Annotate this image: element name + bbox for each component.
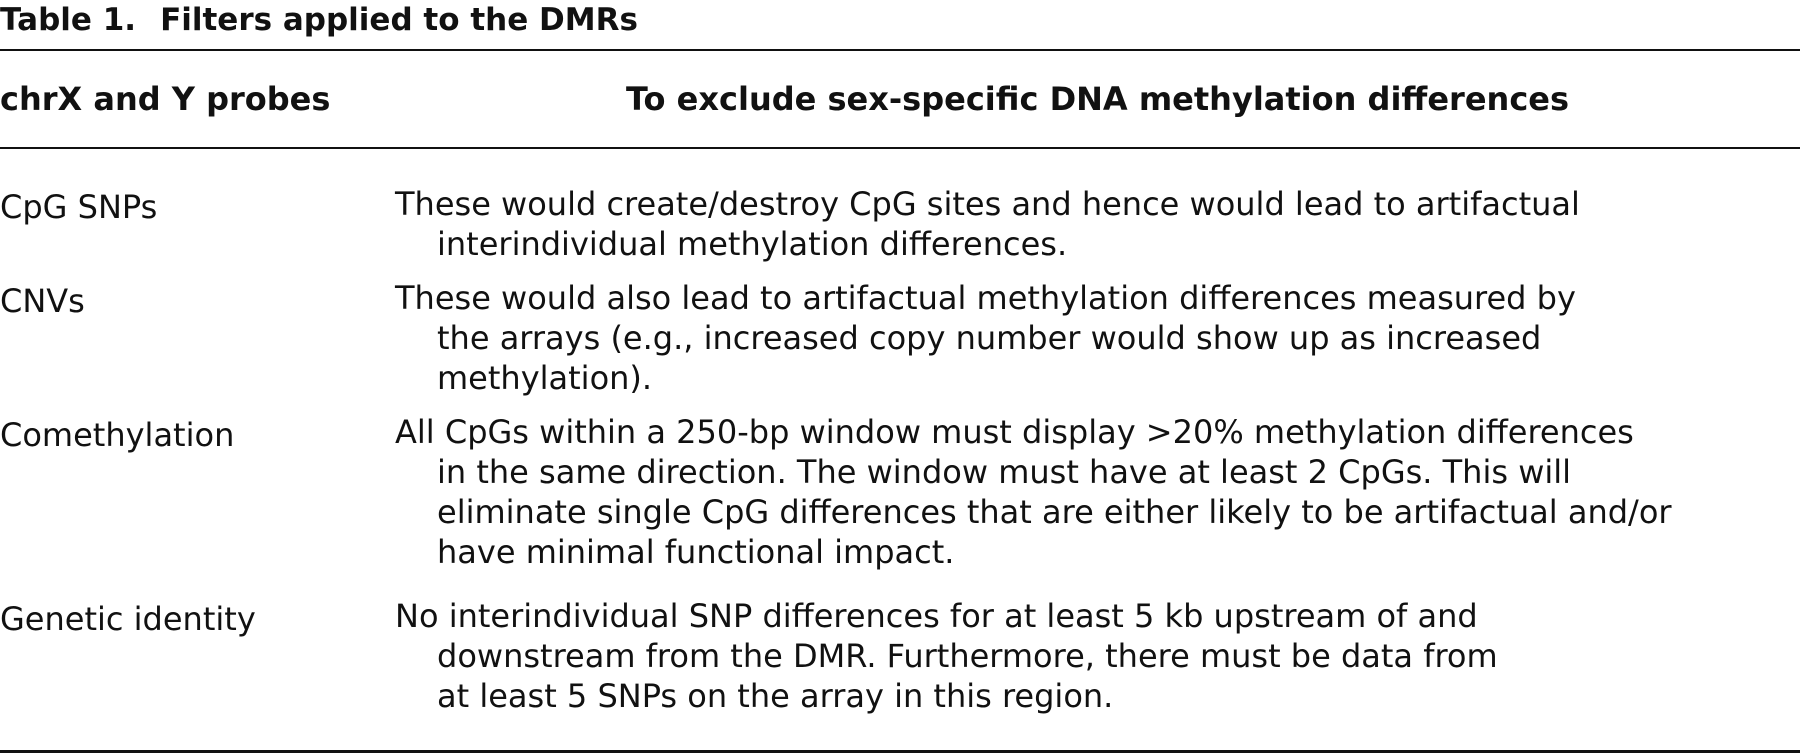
description-line: have minimal functional impact. [437,533,955,571]
table-caption-title: Filters applied to the DMRs [160,2,638,38]
bottom-rule [0,750,1800,753]
description-line: These would create/destroy CpG sites and hence would lead to artifactual [395,185,1580,223]
top-rule [0,49,1800,51]
table-caption [0,0,638,40]
table-caption-label: Table 1. [0,2,137,38]
description-line: interindividual methylation differences. [437,225,1068,263]
description-line: methylation). [437,359,653,397]
header-rule [0,147,1800,149]
row-cpg-snps-name: CpG SNPs [0,188,158,226]
row-comethylation-description [395,412,1672,572]
row-cnvs-name: CNVs [0,282,85,320]
description-line: the arrays (e.g., increased copy number would show up as increased [437,319,1542,357]
description-line: downstream from the DMR. Furthermore, there must be data from [437,637,1498,675]
row-cpg-snps-description [395,184,1580,264]
row-comethylation-name: Comethylation [0,416,235,454]
row-genetic-identity-description [395,596,1498,716]
header-cell-filter: chrX and Y probes [0,80,331,118]
description-line: eliminate single CpG differences that are either likely to be artifactual and/or [437,493,1672,531]
description-line: These would also lead to artifactual methylation differences measured by [395,279,1576,317]
description-line: No interindividual SNP differences for at least 5 kb upstream of and [395,597,1478,635]
description-line: at least 5 SNPs on the array in this region. [437,677,1114,715]
header-cell-purpose: To exclude sex-specific DNA methylation differences [625,80,1570,118]
row-cnvs-description [395,278,1576,398]
description-line: All CpGs within a 250-bp window must display >20% methylation differences [395,413,1634,451]
description-line: in the same direction. The window must have at least 2 CpGs. This will [437,453,1572,491]
row-genetic-identity-name: Genetic identity [0,600,256,638]
